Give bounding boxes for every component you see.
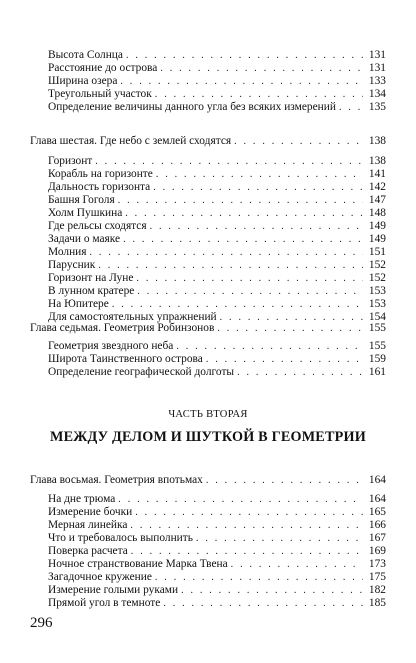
toc-entry <box>0 366 386 379</box>
chapter-title: Глава восьмая. Геометрия впотьмах <box>30 474 203 486</box>
toc-entry <box>0 285 386 298</box>
chapter-heading <box>0 135 386 148</box>
entry-title: На Юпитере <box>48 298 109 310</box>
entry-page: 185 <box>368 597 386 609</box>
entry-page: 149 <box>368 220 386 232</box>
entry-page: 153 <box>368 298 386 310</box>
toc-entry <box>0 506 386 519</box>
toc-entry <box>0 62 386 75</box>
chapter-6-section <box>0 135 416 148</box>
toc-entry <box>0 519 386 532</box>
toc-entry <box>0 597 386 610</box>
entry-title: Измерение голыми руками <box>48 584 179 596</box>
entry-page: 159 <box>368 353 386 365</box>
chapter-7-entries <box>0 340 416 379</box>
entry-page: 166 <box>368 519 386 531</box>
toc-entry <box>0 584 386 597</box>
entry-title: Ночное странствование Марка Твена <box>48 558 228 570</box>
leader-dots <box>234 135 363 148</box>
leader-dots <box>206 474 363 487</box>
toc-entry <box>0 233 386 246</box>
entry-title: Треугольный участок <box>48 88 152 100</box>
entry-title: Горизонт <box>48 155 93 167</box>
toc-entry <box>0 532 386 545</box>
entry-title: Башня Гоголя <box>48 194 115 206</box>
chapter-heading <box>0 474 386 487</box>
leader-dots <box>339 101 363 114</box>
entry-title: Холм Пушкина <box>48 207 123 219</box>
toc-entry <box>0 181 386 194</box>
chapter-page: 155 <box>368 322 386 334</box>
entry-page: 155 <box>368 340 386 352</box>
entry-title: Определение величины данного угла без всяких измерений <box>48 101 336 113</box>
chapter-heading <box>0 322 386 335</box>
entry-title: Широта Таинственного острова <box>48 353 203 365</box>
toc-entry <box>0 155 386 168</box>
part-label: ЧАСТЬ ВТОРАЯ <box>168 409 248 420</box>
toc-entry <box>0 168 386 181</box>
entry-page: 161 <box>368 366 386 378</box>
leader-dots <box>130 519 363 532</box>
toc-entry <box>0 340 386 353</box>
leader-dots <box>123 233 363 246</box>
leader-dots <box>131 545 363 558</box>
chapter-8-entries <box>0 493 416 610</box>
entry-page: 138 <box>368 155 386 167</box>
leader-dots <box>237 366 363 379</box>
entry-page: 153 <box>368 285 386 297</box>
leader-dots <box>112 298 363 311</box>
entry-page: 141 <box>368 168 386 180</box>
toc-entry <box>0 194 386 207</box>
leader-dots <box>156 168 363 181</box>
leader-dots <box>206 353 363 366</box>
toc-entry <box>0 558 386 571</box>
entry-title: Горизонт на Луне <box>48 272 134 284</box>
toc-entry <box>0 88 386 101</box>
toc-entry <box>0 207 386 220</box>
leader-dots <box>90 246 363 259</box>
toc-entry <box>0 493 386 506</box>
leader-dots <box>126 49 363 62</box>
entry-page: 182 <box>368 584 386 596</box>
entry-title: Измерение бочки <box>48 506 133 518</box>
toc-entry <box>0 101 386 114</box>
entry-title: На дне трюма <box>48 493 116 505</box>
entry-page: 151 <box>368 246 386 258</box>
chapter-title: Глава седьмая. Геометрия Робинзонов <box>30 322 215 334</box>
entry-title: Прямой угол в темноте <box>48 597 161 609</box>
entry-title: Где рельсы сходятся <box>48 220 147 232</box>
leader-dots <box>176 340 363 353</box>
chapter-page: 138 <box>368 135 386 147</box>
leader-dots <box>153 181 363 194</box>
leader-dots <box>136 272 363 285</box>
leader-dots <box>125 207 363 220</box>
chapter-page: 164 <box>368 474 386 486</box>
entry-title: Молния <box>48 246 87 258</box>
chapter-7-section <box>0 322 416 335</box>
entry-title: Высота Солнца <box>48 49 123 61</box>
entry-page: 149 <box>368 233 386 245</box>
toc-entry <box>0 259 386 272</box>
page-number: 296 <box>30 615 53 631</box>
entry-page: 169 <box>368 545 386 557</box>
entry-title: Мерная линейка <box>48 519 128 531</box>
entry-title: Ширина озера <box>48 75 118 87</box>
entry-page: 152 <box>368 272 386 284</box>
leader-dots <box>118 194 363 207</box>
chapter-6-entries <box>0 155 416 324</box>
toc-entry <box>0 571 386 584</box>
entry-title: Для самостоятельных упражнений <box>48 311 217 323</box>
leader-dots <box>120 75 363 88</box>
toc-entry <box>0 49 386 62</box>
leader-dots <box>95 155 363 168</box>
entry-title: Корабль на горизонте <box>48 168 153 180</box>
entry-page: 175 <box>368 571 386 583</box>
entry-page: 154 <box>368 311 386 323</box>
toc-entry <box>0 220 386 233</box>
leader-dots <box>137 285 363 298</box>
leader-dots <box>155 571 363 584</box>
leader-dots <box>150 220 363 233</box>
entry-page: 135 <box>368 101 386 113</box>
leader-dots <box>217 322 363 335</box>
entry-title: Геометрия звездного неба <box>48 340 174 352</box>
leader-dots <box>163 597 363 610</box>
entry-title: Что и требовалось выполнить <box>48 532 193 544</box>
entry-page: 167 <box>368 532 386 544</box>
toc-entry <box>0 246 386 259</box>
entry-page: 134 <box>368 88 386 100</box>
entry-page: 152 <box>368 259 386 271</box>
leader-dots <box>160 62 363 75</box>
part-title: МЕЖДУ ДЕЛОМ И ШУТКОЙ В ГЕОМЕТРИИ <box>50 429 366 445</box>
entry-page: 148 <box>368 207 386 219</box>
leader-dots <box>98 259 363 272</box>
entry-title: Загадочное кружение <box>48 571 152 583</box>
entry-page: 131 <box>368 49 386 61</box>
entry-title: В лунном кратере <box>48 285 135 297</box>
leader-dots <box>135 506 363 519</box>
entry-title: Расстояние до острова <box>48 62 158 74</box>
entry-page: 142 <box>368 181 386 193</box>
toc-entry <box>0 545 386 558</box>
entry-title: Поверка расчета <box>48 545 128 557</box>
leader-dots <box>155 88 363 101</box>
leader-dots <box>181 584 363 597</box>
toc-entry <box>0 298 386 311</box>
entry-page: 147 <box>368 194 386 206</box>
entry-title: Задачи о маяке <box>48 233 121 245</box>
entry-page: 131 <box>368 62 386 74</box>
entry-page: 133 <box>368 75 386 87</box>
entry-page: 164 <box>368 493 386 505</box>
toc-entry <box>0 75 386 88</box>
entry-title: Парусник <box>48 259 96 271</box>
leader-dots <box>231 558 363 571</box>
leader-dots <box>196 532 363 545</box>
entry-page: 165 <box>368 506 386 518</box>
chapter-8-section <box>0 474 416 487</box>
leader-dots <box>118 493 363 506</box>
entry-title: Определение географической долготы <box>48 366 235 378</box>
toc-entry <box>0 353 386 366</box>
entry-title: Дальность горизонта <box>48 181 151 193</box>
toc-continuation <box>0 49 416 114</box>
toc-entry <box>0 272 386 285</box>
chapter-title: Глава шестая. Где небо с землей сходятся <box>30 135 232 147</box>
entry-page: 173 <box>368 558 386 570</box>
